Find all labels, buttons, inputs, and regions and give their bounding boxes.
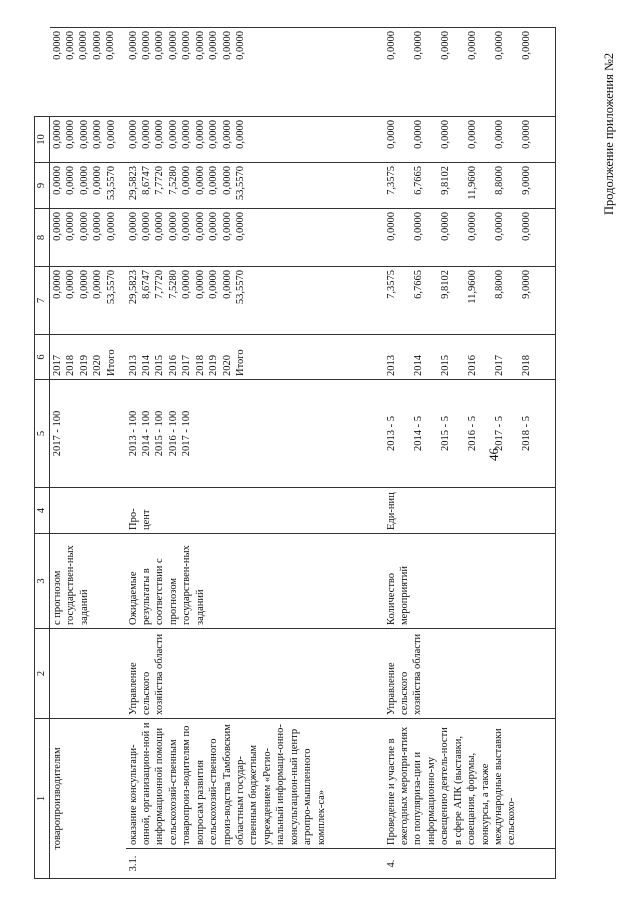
year: 2017 bbox=[181, 355, 193, 376]
period: 2013 - 5 bbox=[385, 416, 397, 451]
cell-value: 0,0000 bbox=[221, 270, 233, 299]
cell-value: 0,0000 bbox=[127, 120, 139, 149]
table-row bbox=[50, 28, 126, 879]
cell-value: 0,0000 bbox=[235, 212, 246, 241]
cell-value: 9,8102 bbox=[439, 166, 451, 195]
row-4-col-6 bbox=[384, 267, 556, 335]
row-3-1-unit: Про-цент bbox=[126, 488, 384, 534]
row-top-col-8 bbox=[50, 163, 126, 209]
row-4-name: Проведение и участие в ежегодных меропри-ятиях по популяриза-ции и информационно-му освещению деятель-ности в сфере АПК (выставки, совещания, форумы, конкурсы, а также международные выставки сельскохо- bbox=[384, 719, 556, 849]
cell-value: 8,8000 bbox=[493, 270, 505, 299]
cell-value: 0,0000 bbox=[65, 270, 77, 299]
header-row bbox=[35, 28, 50, 879]
cell-value: 0,0000 bbox=[235, 31, 246, 60]
header-col-8: 8 bbox=[35, 209, 50, 267]
header-col-10: 10 bbox=[35, 117, 50, 163]
year: 2014 bbox=[140, 355, 152, 376]
row-3-1-number: 3.1. bbox=[126, 849, 384, 879]
cell-value: 0,0000 bbox=[412, 120, 424, 149]
cell-value: 0,0000 bbox=[51, 31, 63, 60]
cell-value: 0,0000 bbox=[105, 31, 117, 60]
row-3-1-col-7 bbox=[126, 209, 384, 267]
cell-value: 0,0000 bbox=[439, 212, 451, 241]
header-col-2: 2 bbox=[35, 629, 50, 719]
row-top-col-9 bbox=[50, 117, 126, 163]
year: 2013 bbox=[385, 355, 397, 376]
year: 2015 bbox=[154, 355, 166, 376]
cell-value: 0,0000 bbox=[221, 166, 233, 195]
cell-value: 0,0000 bbox=[167, 31, 179, 60]
year: 2016 bbox=[167, 355, 179, 376]
year: 2015 bbox=[439, 355, 451, 376]
cell-value: 0,0000 bbox=[194, 270, 206, 299]
cell-value: 0,0000 bbox=[385, 212, 397, 241]
cell-value: 0,0000 bbox=[167, 120, 179, 149]
cell-value: 0,0000 bbox=[167, 212, 179, 241]
cell-value: 0,0000 bbox=[154, 212, 166, 241]
cell-value: 0,0000 bbox=[412, 31, 424, 60]
cell-value: 0,0000 bbox=[65, 166, 77, 195]
header-col-9: 9 bbox=[35, 163, 50, 209]
year: 2013 bbox=[127, 355, 139, 376]
header-col-5: 5 bbox=[35, 380, 50, 488]
year: 2020 bbox=[92, 355, 104, 376]
cell-value: 0,0000 bbox=[92, 212, 104, 241]
period: 2013 - 100 bbox=[127, 410, 139, 457]
row-top-col-6 bbox=[50, 267, 126, 335]
cell-value: 0,0000 bbox=[140, 31, 152, 60]
cell-value: 0,0000 bbox=[154, 120, 166, 149]
cell-value: 7,7720 bbox=[154, 270, 166, 299]
appendix-table bbox=[34, 27, 556, 879]
row-top-col-10 bbox=[50, 28, 126, 117]
cell-value: 9,0000 bbox=[520, 166, 532, 195]
period: 2018 - 5 bbox=[520, 416, 532, 451]
year: 2018 bbox=[65, 355, 77, 376]
page-number: 46 bbox=[486, 448, 501, 461]
cell-value: 29,5823 bbox=[127, 166, 139, 201]
cell-value: 0,0000 bbox=[194, 166, 206, 195]
continuation-label: Продолжение приложения №2 bbox=[602, 52, 616, 215]
cell-value: 0,0000 bbox=[493, 31, 505, 60]
cell-value: 9,8102 bbox=[439, 270, 451, 299]
cell-value: 0,0000 bbox=[105, 120, 117, 149]
year: 2017 bbox=[52, 355, 63, 376]
header-col-1: 1 bbox=[35, 719, 50, 879]
row-3-1-indicator: Ожидаемые результаты в соответствии с прогнозом государствен-ных заданий bbox=[126, 534, 384, 629]
row-4-col-8 bbox=[384, 163, 556, 209]
cell-value: 0,0000 bbox=[181, 31, 193, 60]
cell-value: 8,8000 bbox=[493, 166, 505, 195]
cell-value: 0,0000 bbox=[127, 212, 139, 241]
table-row bbox=[126, 28, 384, 879]
cell-value: 0,0000 bbox=[466, 31, 478, 60]
row-4-periods bbox=[384, 380, 556, 488]
row-top-years bbox=[50, 335, 126, 380]
period: 2014 - 100 bbox=[140, 410, 152, 457]
cell-value: 0,0000 bbox=[412, 212, 424, 241]
cell-value: 0,0000 bbox=[221, 212, 233, 241]
cell-value: 0,0000 bbox=[221, 120, 233, 149]
year: 2014 bbox=[412, 355, 424, 376]
cell-value: 0,0000 bbox=[181, 120, 193, 149]
row-3-1-col-9 bbox=[126, 117, 384, 163]
cell-value: 53,5570 bbox=[235, 270, 246, 305]
cell-value: 7,3575 bbox=[385, 166, 397, 195]
year: Итого bbox=[105, 349, 117, 376]
cell-value: 0,0000 bbox=[221, 31, 233, 60]
header-col-4: 4 bbox=[35, 488, 50, 534]
cell-value: 7,3575 bbox=[385, 270, 397, 299]
cell-value: 7,5280 bbox=[167, 270, 179, 299]
cell-value: 7,7720 bbox=[154, 166, 166, 195]
cell-value: 0,0000 bbox=[78, 120, 90, 149]
period: 2016 - 5 bbox=[466, 416, 478, 451]
cell-value: 0,0000 bbox=[52, 270, 63, 299]
header-col-7: 7 bbox=[35, 267, 50, 335]
period: 2015 - 5 bbox=[439, 416, 451, 451]
row-4-number: 4. bbox=[384, 849, 556, 879]
cell-value: 7,5280 bbox=[167, 166, 179, 195]
cell-value: 0,0000 bbox=[52, 166, 63, 195]
table-row bbox=[384, 28, 556, 879]
cell-value: 0,0000 bbox=[181, 212, 193, 241]
cell-value: 0,0000 bbox=[92, 120, 104, 149]
year: 2017 bbox=[493, 355, 505, 376]
cell-value: 0,0000 bbox=[91, 31, 103, 60]
cell-value: 0,0000 bbox=[181, 270, 193, 299]
cell-value: 0,0000 bbox=[194, 31, 206, 60]
cell-value: 0,0000 bbox=[439, 31, 451, 60]
cell-value: 0,0000 bbox=[65, 120, 77, 149]
cell-value: 8,6747 bbox=[140, 270, 152, 299]
cell-value: 53,5570 bbox=[235, 166, 246, 201]
cell-value: 0,0000 bbox=[208, 212, 220, 241]
cell-value: 0,0000 bbox=[208, 120, 220, 149]
row-4-executor: Управление сельского хозяйства области bbox=[384, 629, 556, 719]
row-3-1-name: оказание консультаци-онной, организацион-ной и информационной помощи сельскохозяй-ственным товаропроиз-водителям по вопросам развития сельскохозяй-ственного произ-водства Тамбовским областным государ-ственным бюджетным учреждением «Регио-нальный информаци-онно-консультацион-ный центр агропро-мышленного комплек-са» bbox=[126, 719, 384, 849]
cell-value: 0,0000 bbox=[92, 270, 104, 299]
cell-value: 0,0000 bbox=[208, 166, 220, 195]
cell-value: 0,0000 bbox=[194, 212, 206, 241]
period: 2016 - 100 bbox=[167, 410, 179, 457]
cell-value: 0,0000 bbox=[493, 120, 505, 149]
row-4-col-9 bbox=[384, 117, 556, 163]
cell-value: 11,9600 bbox=[466, 270, 478, 304]
row-4-indicator: Количество мероприятий bbox=[384, 534, 556, 629]
cell-value: 11,9600 bbox=[466, 166, 478, 200]
cell-value: 0,0000 bbox=[154, 31, 166, 60]
header-col-6: 6 bbox=[35, 335, 50, 380]
year: 2016 bbox=[466, 355, 478, 376]
cell-value: 0,0000 bbox=[208, 31, 220, 60]
period: 2017 - 100 bbox=[181, 410, 193, 457]
year: 2018 bbox=[520, 355, 532, 376]
cell-value: 0,0000 bbox=[493, 212, 505, 241]
cell-value: 0,0000 bbox=[235, 120, 246, 149]
cell-value: 0,0000 bbox=[194, 120, 206, 149]
cell-value: 0,0000 bbox=[439, 120, 451, 149]
row-3-1-executor: Управление сельского хозяйства области bbox=[126, 629, 384, 719]
cell-value: 0,0000 bbox=[520, 31, 532, 60]
cell-value: 8,6747 bbox=[140, 166, 152, 195]
cell-value: 29,5823 bbox=[127, 270, 139, 305]
cell-value: 0,0000 bbox=[208, 270, 220, 299]
row-3-1-col-6 bbox=[126, 267, 384, 335]
cell-value: 0,0000 bbox=[78, 166, 90, 195]
cell-value: 0,0000 bbox=[466, 120, 478, 149]
cell-value: 0,0000 bbox=[78, 212, 90, 241]
cell-value: 6,7665 bbox=[412, 166, 424, 195]
cell-value: 0,0000 bbox=[385, 120, 397, 149]
cell-value: 0,0000 bbox=[140, 120, 152, 149]
cell-value: 6,7665 bbox=[412, 270, 424, 299]
year: 2019 bbox=[208, 355, 220, 376]
row-top-name: товаропроизводителям bbox=[50, 719, 126, 879]
cell-value: 0,0000 bbox=[78, 270, 90, 299]
cell-value: 0,0000 bbox=[466, 212, 478, 241]
cell-value: 0,0000 bbox=[127, 31, 139, 60]
year: 2019 bbox=[78, 355, 90, 376]
cell-value: 0,0000 bbox=[385, 31, 397, 60]
row-4-years bbox=[384, 335, 556, 380]
row-top-col-7 bbox=[50, 209, 126, 267]
cell-value: 0,0000 bbox=[64, 31, 76, 60]
period: 2015 - 100 bbox=[154, 410, 166, 457]
cell-value: 0,0000 bbox=[52, 120, 63, 149]
header-col-3: 3 bbox=[35, 534, 50, 629]
cell-value: 0,0000 bbox=[181, 166, 193, 195]
cell-value: 0,0000 bbox=[520, 120, 532, 149]
row-4-col-7 bbox=[384, 209, 556, 267]
cell-value: 0,0000 bbox=[140, 212, 152, 241]
cell-value: 53,5570 bbox=[105, 166, 117, 201]
cell-value: 0,0000 bbox=[520, 212, 532, 241]
cell-value: 0,0000 bbox=[92, 166, 104, 195]
row-4-col-10 bbox=[384, 28, 556, 117]
year: 2018 bbox=[194, 355, 206, 376]
cell-value: 0,0000 bbox=[52, 212, 63, 241]
row-3-1-periods bbox=[126, 380, 384, 488]
cell-value: 0,0000 bbox=[78, 31, 90, 60]
row-3-1-years bbox=[126, 335, 384, 380]
year: 2020 bbox=[221, 355, 233, 376]
row-3-1-col-8 bbox=[126, 163, 384, 209]
period: 2014 - 5 bbox=[412, 416, 424, 451]
year: Итого bbox=[235, 349, 246, 376]
cell-value: 53,5570 bbox=[105, 270, 117, 305]
cell-value: 0,0000 bbox=[105, 212, 117, 241]
row-top-indicator: с прогнозом государствен-ных заданий bbox=[50, 534, 126, 629]
row-3-1-col-10 bbox=[126, 28, 384, 117]
row-4-unit: Еди-ниц bbox=[384, 488, 556, 534]
row-top-period: 2017 - 100 bbox=[50, 380, 126, 488]
cell-value: 0,0000 bbox=[65, 212, 77, 241]
cell-value: 9,0000 bbox=[520, 270, 532, 299]
period: 2017 - 5 bbox=[493, 416, 505, 451]
